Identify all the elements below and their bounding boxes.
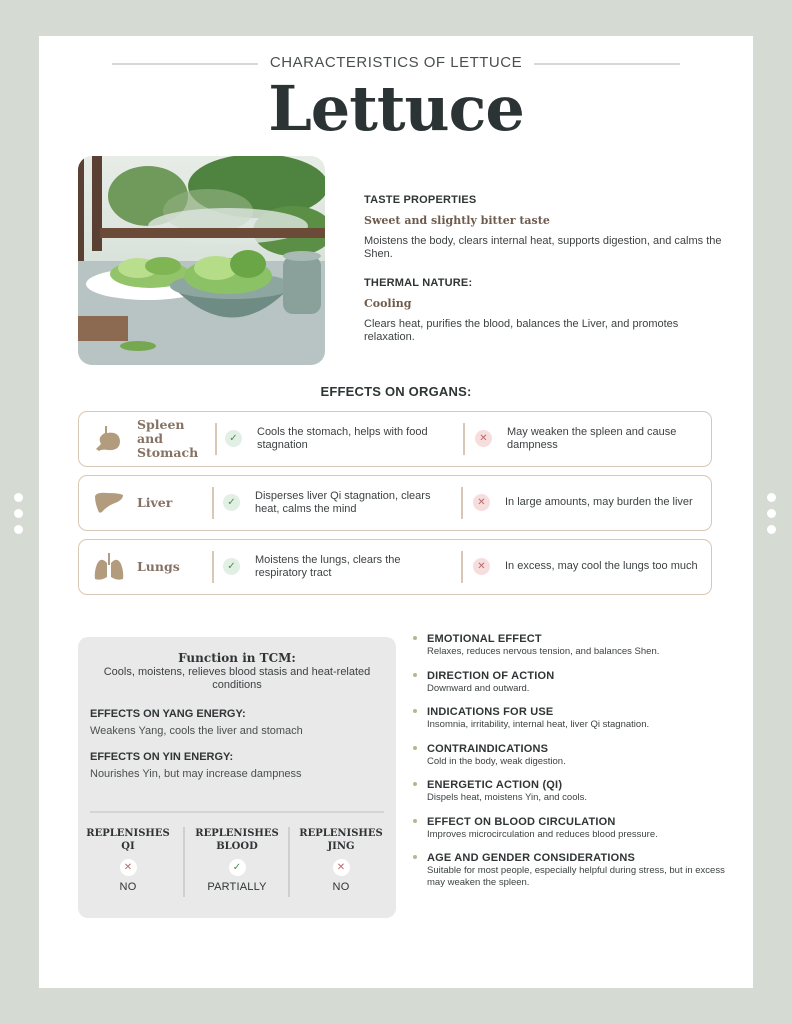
check-icon: ✓ bbox=[223, 494, 240, 511]
divider bbox=[461, 551, 463, 583]
page-dots-right bbox=[767, 493, 777, 541]
list-item-heading: EMOTIONAL EFFECT bbox=[427, 633, 542, 645]
organ-name: Liver bbox=[137, 494, 173, 510]
organ-row-liver bbox=[78, 475, 712, 531]
check-icon: ✓ bbox=[223, 558, 240, 575]
organ-name: Spleen and Stomach bbox=[137, 416, 199, 460]
replenishes-label: REPLENISHES QI bbox=[86, 828, 170, 852]
list-item-text: Insomnia, irritability, internal heat, liver Qi stagnation. bbox=[427, 719, 650, 730]
replenishes-blood bbox=[187, 827, 287, 893]
check-icon: ✓ bbox=[229, 859, 246, 876]
page-dots-left bbox=[14, 493, 24, 541]
lungs-icon bbox=[93, 552, 125, 582]
cross-icon: ✕ bbox=[120, 859, 137, 876]
organ-negative-effect: May weaken the spleen and cause dampness bbox=[507, 425, 677, 451]
organ-name: Lungs bbox=[137, 558, 180, 574]
replenishes-jing bbox=[291, 827, 391, 893]
list-item-text: Relaxes, reduces nervous tension, and balances Shen. bbox=[427, 646, 660, 657]
list-item bbox=[413, 743, 733, 768]
replenishes-value: NO bbox=[119, 881, 137, 893]
lettuce-illustration bbox=[78, 156, 325, 365]
thermal-label: THERMAL NATURE: bbox=[364, 277, 473, 289]
yin-energy-text: Nourishes Yin, but may increase dampness bbox=[90, 768, 302, 780]
organ-row-lungs bbox=[78, 539, 712, 595]
panel-divider bbox=[90, 811, 384, 813]
list-item-text: Downward and outward. bbox=[427, 682, 530, 694]
organ-positive-effect: Cools the stomach, helps with food stagnation bbox=[257, 425, 428, 451]
replenishes-label: REPLENISHES JING bbox=[299, 828, 383, 852]
organ-positive-effect: Disperses liver Qi stagnation, clears heat, calms the mind bbox=[255, 489, 431, 515]
thermal-description: Clears heat, purifies the blood, balances the Liver, and promotes relaxation. bbox=[364, 318, 679, 343]
cross-icon: ✕ bbox=[333, 859, 350, 876]
effects-list bbox=[413, 633, 733, 900]
cross-icon: ✕ bbox=[473, 494, 490, 511]
list-item-text: Suitable for most people, especially helpful during stress, but in excess may weaken the spleen. bbox=[427, 865, 725, 888]
yin-energy-label: EFFECTS ON YIN ENERGY: bbox=[90, 751, 234, 763]
list-item-heading: DIRECTION OF ACTION bbox=[427, 669, 555, 682]
replenishes-qi bbox=[78, 827, 178, 893]
list-item bbox=[413, 706, 733, 731]
list-item bbox=[413, 816, 733, 841]
list-item-heading: EFFECT ON BLOOD CIRCULATION bbox=[427, 815, 616, 828]
list-item-text: Dispels heat, moistens Yin, and cools. bbox=[427, 792, 588, 803]
liver-icon bbox=[93, 488, 125, 518]
organ-negative-effect: In excess, may cool the lungs too much bbox=[505, 560, 698, 572]
taste-properties-section bbox=[364, 194, 724, 344]
organs-section-title: EFFECTS ON ORGANS: bbox=[320, 384, 472, 399]
list-item-heading: ENERGETIC ACTION (QI) bbox=[427, 779, 563, 791]
divider bbox=[461, 487, 463, 519]
taste-description: Moistens the body, clears internal heat, supports digestion, and calms the Shen. bbox=[364, 235, 722, 260]
organ-positive-effect: Moistens the lungs, clears the respiratory tract bbox=[255, 553, 401, 579]
replenishes-value: NO bbox=[332, 881, 350, 893]
list-item-heading: CONTRAINDICATIONS bbox=[427, 742, 549, 755]
organ-negative-effect: In large amounts, may burden the liver bbox=[505, 496, 693, 508]
organ-row-spleen-stomach bbox=[78, 411, 712, 467]
taste-label: TASTE PROPERTIES bbox=[364, 194, 477, 206]
divider bbox=[183, 827, 185, 897]
list-item-text: Cold in the body, weak digestion. bbox=[427, 755, 566, 767]
replenishes-label: REPLENISHES BLOOD bbox=[195, 828, 279, 852]
divider bbox=[215, 423, 217, 455]
yang-energy-label: EFFECTS ON YANG ENERGY: bbox=[90, 708, 246, 720]
tcm-function-panel bbox=[78, 637, 396, 918]
list-item bbox=[413, 779, 733, 804]
stomach-icon bbox=[93, 424, 125, 454]
yang-energy-text: Weakens Yang, cools the liver and stomach bbox=[90, 725, 303, 737]
function-subtitle: Cools, moistens, relieves blood stasis and heat-related conditions bbox=[103, 666, 371, 691]
function-title: Function in TCM: bbox=[178, 651, 296, 665]
list-item bbox=[413, 852, 733, 888]
divider bbox=[212, 551, 214, 583]
thermal-value: Cooling bbox=[364, 297, 412, 310]
list-item-text: Improves microcirculation and reduces blood pressure. bbox=[427, 828, 658, 840]
list-item-heading: AGE AND GENDER CONSIDERATIONS bbox=[427, 852, 636, 864]
divider bbox=[463, 423, 465, 455]
replenishes-value: PARTIALLY bbox=[207, 881, 267, 893]
list-item bbox=[413, 670, 733, 695]
cross-icon: ✕ bbox=[473, 558, 490, 575]
cross-icon: ✕ bbox=[475, 430, 492, 447]
list-item bbox=[413, 633, 733, 658]
divider bbox=[288, 827, 290, 897]
page-kicker: CHARACTERISTICS OF LETTUCE bbox=[269, 54, 523, 71]
check-icon: ✓ bbox=[225, 430, 242, 447]
list-item-heading: INDICATIONS FOR USE bbox=[427, 706, 554, 718]
divider bbox=[212, 487, 214, 519]
taste-value: Sweet and slightly bitter taste bbox=[364, 214, 550, 227]
page-title: Lettuce bbox=[268, 72, 524, 145]
